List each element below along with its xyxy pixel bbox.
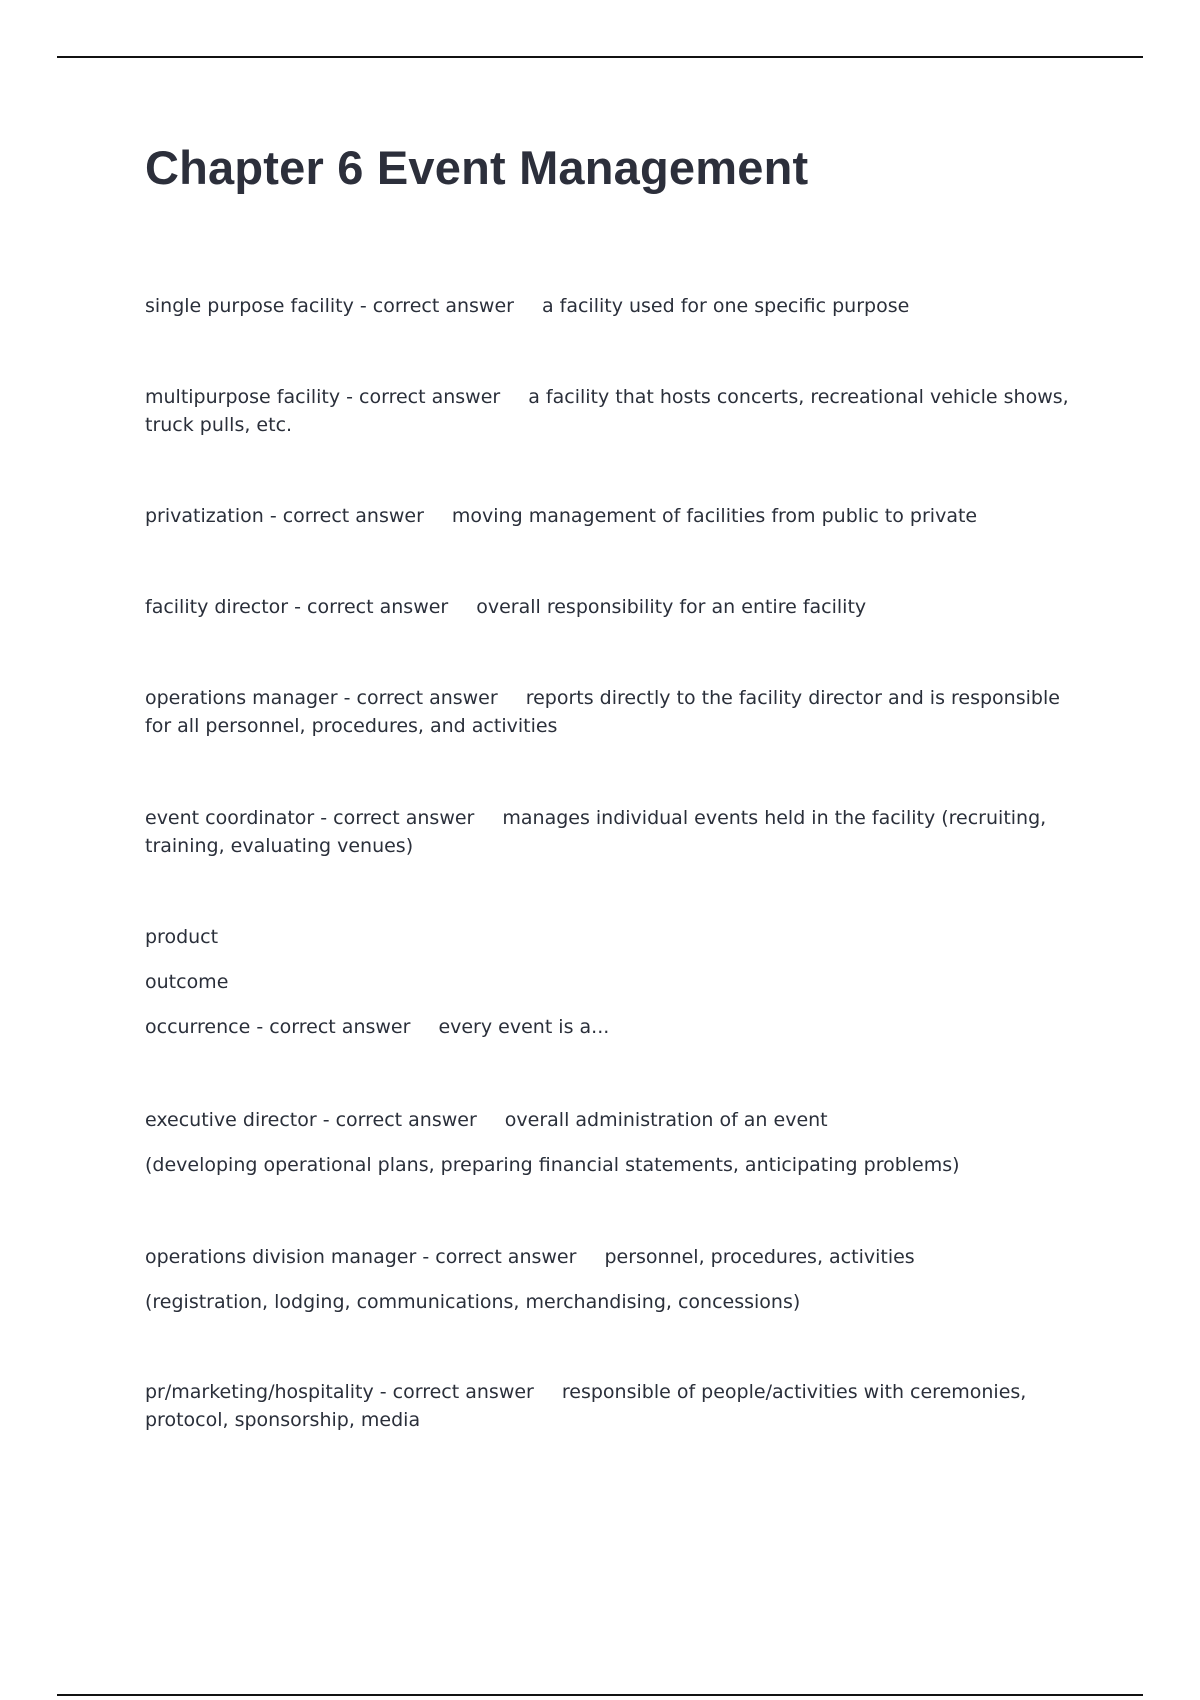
bottom-rule xyxy=(57,1694,1143,1696)
qa-answer: overall administration of an event xyxy=(504,1109,828,1131)
qa-answer: a facility that hosts concerts, recreational vehicle shows, truck pulls, etc. xyxy=(145,386,1069,436)
qa-answer: every event is a... xyxy=(438,1016,610,1038)
qa-line xyxy=(145,383,1080,439)
qa-line xyxy=(145,804,1080,860)
qa-item-executive-director xyxy=(145,1106,1080,1179)
qa-item-single-purpose-facility xyxy=(145,292,1080,320)
qa-line xyxy=(145,1243,1080,1271)
qa-answer: overall responsibility for an entire facility xyxy=(476,596,867,618)
qa-term: executive director - correct answer xyxy=(145,1109,477,1131)
qa-line xyxy=(145,684,1080,740)
qa-item-operations-manager xyxy=(145,684,1080,740)
qa-item-multipurpose-facility xyxy=(145,383,1080,439)
qa-answer: personnel, procedures, activities xyxy=(604,1246,915,1268)
qa-item-operations-division-manager xyxy=(145,1243,1080,1316)
qa-line xyxy=(145,292,1080,320)
qa-item-occurrence xyxy=(145,923,1080,1041)
qa-term: pr/marketing/hospitality - correct answer xyxy=(145,1381,534,1403)
qa-line xyxy=(145,1378,1080,1434)
qa-pre-line: outcome xyxy=(145,971,229,993)
qa-line xyxy=(145,1013,1080,1041)
qa-answer: manages individual events held in the facility (recruiting, training, evaluating venues) xyxy=(145,807,1047,857)
qa-answer: a facility used for one specific purpose xyxy=(541,295,910,317)
qa-term: privatization - correct answer xyxy=(145,505,424,527)
qa-line xyxy=(145,593,1080,621)
qa-answer: moving management of facilities from public to private xyxy=(451,505,978,527)
qa-answer-continued: (developing operational plans, preparing financial statements, anticipating problems) xyxy=(145,1154,960,1176)
qa-answer: responsible of people/activities with ceremonies, protocol, sponsorship, media xyxy=(145,1381,1027,1431)
qa-term: multipurpose facility - correct answer xyxy=(145,386,501,408)
qa-term: single purpose facility - correct answer xyxy=(145,295,514,317)
qa-term: operations division manager - correct answer xyxy=(145,1246,577,1268)
qa-pre-line: product xyxy=(145,926,219,948)
qa-line xyxy=(145,502,1080,530)
qa-item-facility-director xyxy=(145,593,1080,621)
qa-term: facility director - correct answer xyxy=(145,596,449,618)
qa-item-privatization xyxy=(145,502,1080,530)
qa-term: operations manager - correct answer xyxy=(145,687,498,709)
qa-item-event-coordinator xyxy=(145,804,1080,860)
qa-line xyxy=(145,1106,1080,1134)
qa-term: event coordinator - correct answer xyxy=(145,807,475,829)
qa-answer: reports directly to the facility director and is responsible for all personnel, procedures, and activities xyxy=(145,687,1060,737)
qa-term: occurrence - correct answer xyxy=(145,1016,411,1038)
top-rule xyxy=(57,56,1143,58)
qa-item-pr-marketing-hospitality xyxy=(145,1378,1080,1434)
qa-answer-continued: (registration, lodging, communications, merchandising, concessions) xyxy=(145,1291,801,1313)
page-title: Chapter 6 Event Management xyxy=(145,141,809,194)
